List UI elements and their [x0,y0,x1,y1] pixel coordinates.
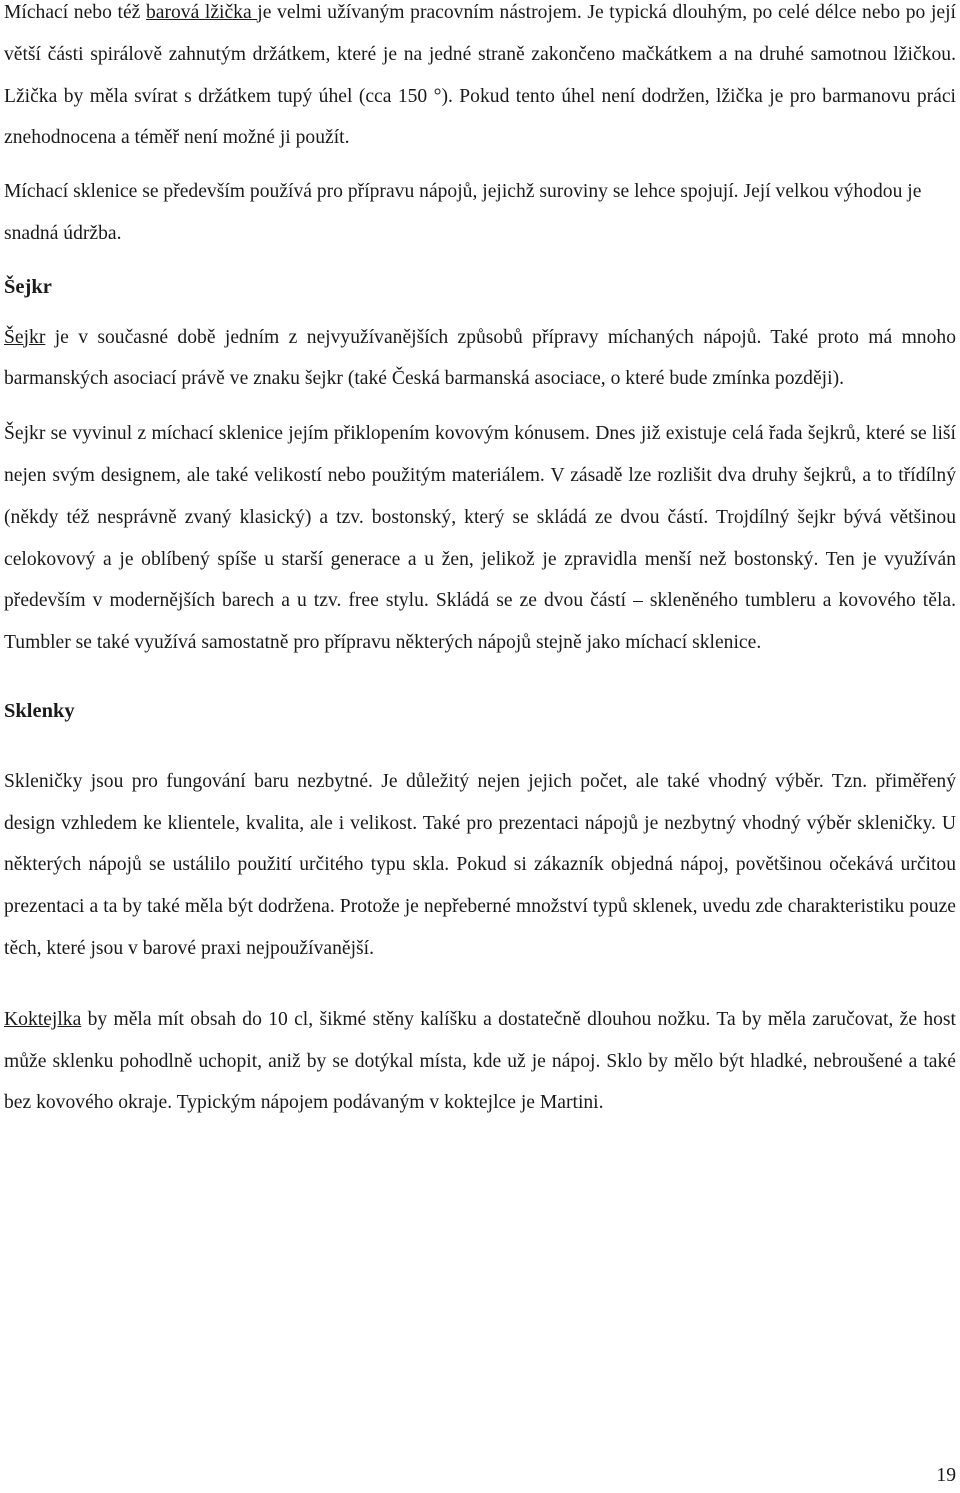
paragraph-cocktail-glass [4,999,956,1124]
text: by měla mít obsah do 10 cl, šikmé stěny kalíšku a dostatečně dlouhou nožku. Ta by měla zaručovat, že host může sklenku pohodlně uchopit, aniž by se dotýkal místa, kde už je nápoj. Sklo by mělo být hladké, nebroušené a také bez kovového okraje. Typickým nápojem podávaným v koktejlce je Martini. [4,1008,956,1114]
heading-glasses: Sklenky [4,699,75,722]
paragraph-glasses: Skleničky jsou pro fungování baru nezbytné. Je důležitý nejen jejich počet, ale také vhodný výběr. Tzn. přiměřený design vzhledem ke klientele, kvalita, ale i velikost. Také pro prezentaci nápojů je nezbytný vhodný výběr skleničky. U některých nápojů se ustálilo použití určitého typu skla. Pokud si zákazník objedná nápoj, povětšinou očekává určitou prezentaci a ta by také měla být dodržena. Protože je nepřeberné množství typů sklenek, uvedu zde charakteristiku pouze těch, které jsou v barové praxi nejpoužívanější. [4,770,956,959]
link-sejkr[interactable]: Šejkr [4,326,46,348]
link-koktejlka[interactable]: Koktejlka [4,1008,82,1030]
text: je velmi užívaným pracovním nástrojem. Je typická dlouhým, po celé délce nebo po její větší části spirálově zahnutým držátkem, které je na jedné straně zakončeno mačkátkem a na druhé samotnou lžičkou. Lžička by měla svírat s držátkem tupý úhel (cca 150 °). Pokud tento úhel není dodržen, lžička je pro barmanovu práci znehodnocena a téměř není možné ji použít. [4,2,956,149]
paragraph-shaker-intro [4,317,956,401]
paragraph-mixing-glass: Míchací sklenice se především používá pro přípravu nápojů, jejichž suroviny se lehce spojují. Její velkou výhodou je snadná údržba. [4,181,922,244]
document-page [4,0,956,1124]
link-barova-lzicka[interactable]: barová lžička [145,2,258,23]
heading-shaker: Šejkr [4,275,52,298]
page-number: 19 [936,1465,956,1486]
paragraph-shaker-types: Šejkr se vyvinul z míchací sklenice jejím přiklopením kovovým kónusem. Dnes již existuje celá řada šejkrů, které se liší nejen svým designem, ale také velikostí nebo použitým materiálem. V zásadě lze rozlišit dva druhy šejkrů, a to třídílný (někdy též nesprávně zvaný klasický) a tzv. bostonský, který se skládá ze dvou částí. Trojdílný šejkr bývá většinou celokovový a je oblíbený spíše u starší generace a u žen, jelikož je zpravidla menší než bostonský. Ten je využíván především v modernějších barech a u tzv. free stylu. Skládá se ze dvou částí – skleněného tumbleru a kovového těla. Tumbler se také využívá samostatně pro přípravu některých nápojů stejně jako míchací sklenice. [4,423,956,654]
text: je v současné době jedním z nejvyužívanějších způsobů přípravy míchaných nápojů. Také proto má mnoho barmanských asociací právě ve znaku šejkr (také Česká barmanská asociace, o které bude zmínka později). [4,326,956,390]
paragraph-bar-spoon [4,0,956,159]
text: Míchací nebo též [4,2,146,23]
